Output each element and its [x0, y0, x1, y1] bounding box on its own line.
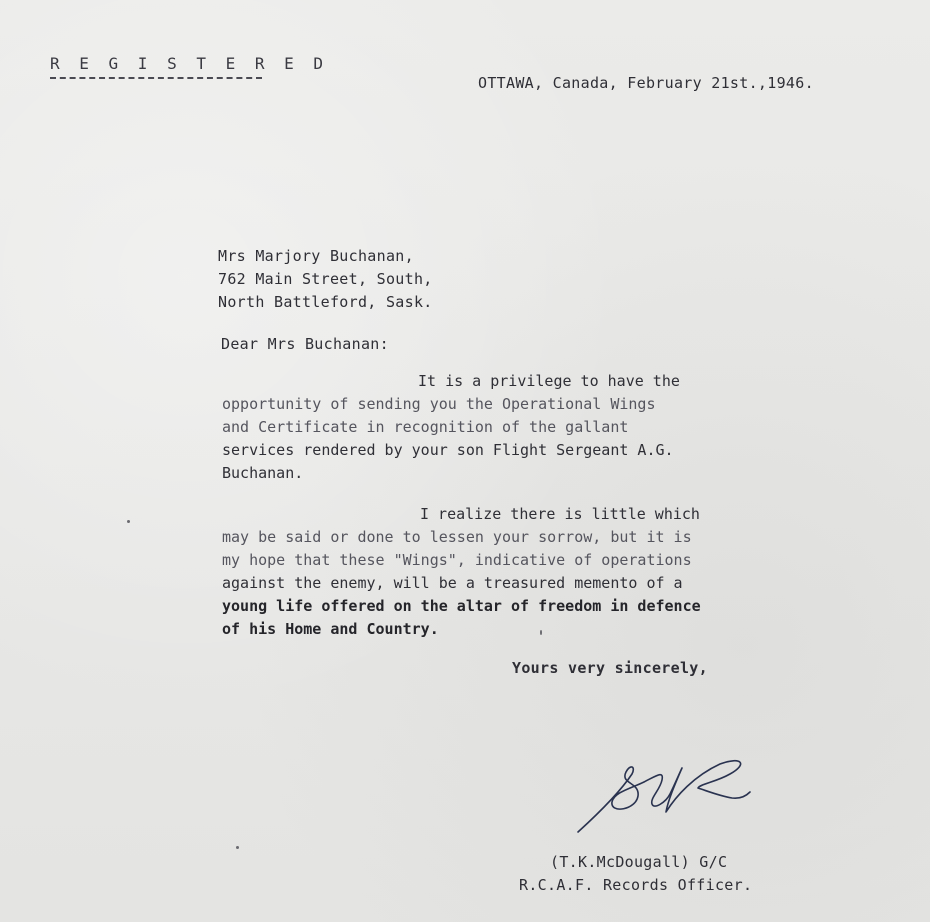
paragraph-2-line: I realize there is little which — [420, 505, 700, 523]
paragraph-1-line: opportunity of sending you the Operational Wings — [222, 395, 656, 413]
signatory-name: (T.K.McDougall) G/C — [550, 853, 728, 871]
registered-underline — [50, 77, 262, 79]
paragraph-1-line: services rendered by your son Flight Sergeant A.G. — [222, 441, 674, 459]
paragraph-1-line: Buchanan. — [222, 464, 304, 482]
recipient-city: North Battleford, Sask. — [218, 293, 433, 311]
paragraph-1-line: and Certificate in recognition of the gallant — [222, 418, 629, 436]
handwritten-signature — [570, 752, 760, 842]
recipient-name: Mrs Marjory Buchanan, — [218, 247, 414, 265]
closing: Yours very sincerely, — [512, 659, 708, 677]
signatory-title: R.C.A.F. Records Officer. — [519, 876, 753, 894]
registered-stamp: R E G I S T E R E D — [50, 54, 329, 73]
paragraph-2 — [222, 503, 701, 641]
paper-speck — [236, 846, 239, 849]
paragraph-2-line: against the enemy, will be a treasured memento of a — [222, 574, 683, 592]
paragraph-1 — [222, 370, 680, 485]
salutation: Dear Mrs Buchanan: — [221, 335, 389, 353]
paragraph-2-line: may be said or done to lessen your sorrow, but it is — [222, 528, 692, 546]
paragraph-2-line: young life offered on the altar of freedom in defence — [222, 597, 701, 615]
paper-speck — [540, 630, 542, 635]
paragraph-2-line: my hope that these "Wings", indicative of operations — [222, 551, 692, 569]
recipient-street: 762 Main Street, South, — [218, 270, 433, 288]
paragraph-1-line: It is a privilege to have the — [418, 372, 680, 390]
dateline: OTTAWA, Canada, February 21st.,1946. — [478, 74, 814, 92]
paragraph-2-line: of his Home and Country. — [222, 620, 439, 638]
paper-speck — [127, 520, 130, 523]
